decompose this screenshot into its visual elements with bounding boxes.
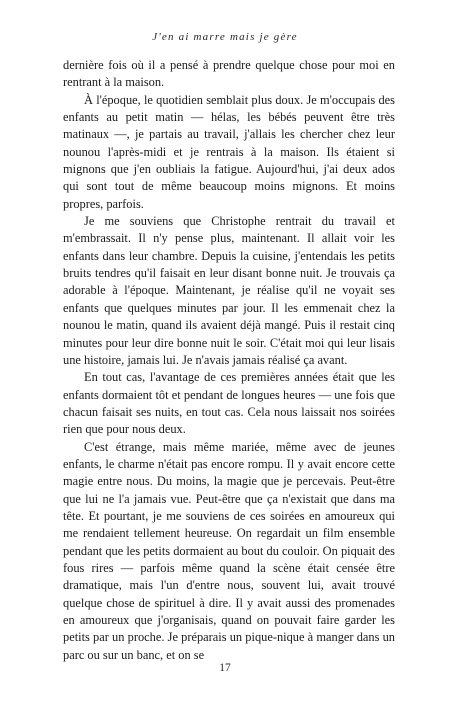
page-number: 17 [219,662,231,674]
paragraph: Je me souviens que Christophe rentrait du travail et m'embrassait. Il n'y pense plus, maintenant. Il allait voir les enfants dans leur chambre. Depuis la cuisine, j'entendais les petits bruits tendres qu'il faisait en leur disant bonne nuit. Je trouvais ça adorable à l'époque. Maintenant, je réalise qu'il ne voyait ses enfants que quelques minutes par jour. Il les emmenait chez la nounou le matin, quand ils avaient déjà mangé. Puis il restait cinq minutes pour leur dire bonne nuit le soir. C'était moi qui leur lisais une histoire, jamais lui. Je n'avais jamais réalisé ça avant. [63,214,395,367]
paragraph: À l'époque, le quotidien semblait plus doux. Je m'occupais des enfants au petit matin — hélas, les bébés peuvent être très matinaux —, je partais au travail, j'allais les chercher chez leur nounou l'après-midi et je rentrais à la maison. Ils étaient si mignons que j'en oubliais la fatigue. Aujourd'hui, j'ai deux ados qui sont tout de même beaucoup moins mignons. Et moins propres, parfois. [63,92,395,211]
body-text [63,57,395,664]
paragraph: C'est étrange, mais même mariée, même avec de jeunes enfants, le charme n'était pas encore rompu. Il y avait encore cette magie entre nous. Du moins, la magie que je percevais. Peut-être que lui ne l'a jamais vue. Peut-être que ça n'existait que dans ma tête. Et pourtant, je me souviens de ces soirées en amoureux qui me rendaient tellement heureuse. On regardait un film ensemble pendant que les petits dormaient au bout du couloir. On piquait des fous rires — parfois même quand la scène était censée être dramatique, mais l'un d'entre nous, souvent lui, avait trouvé quelque chose de spirituel à dire. Il y avait aussi des promenades en amoureux que j'organisais, quand on pouvait faire garder les petits par un proche. Je préparais un pique-nique à manger dans un parc ou sur un banc, et on se [63,439,395,662]
paragraph: En tout cas, l'avantage de ces premières années était que les enfants dormaient tôt et pendant de longues heures — une fois que chacun faisait ses nuits, en tout cas. Cela nous laissait nos soirées rien que pour nous deux. [63,370,395,437]
paragraph: dernière fois où il a pensé à prendre quelque chose pour moi en rentrant à la maison. [63,58,395,90]
running-head: J'en ai marre mais je gère [152,31,298,43]
